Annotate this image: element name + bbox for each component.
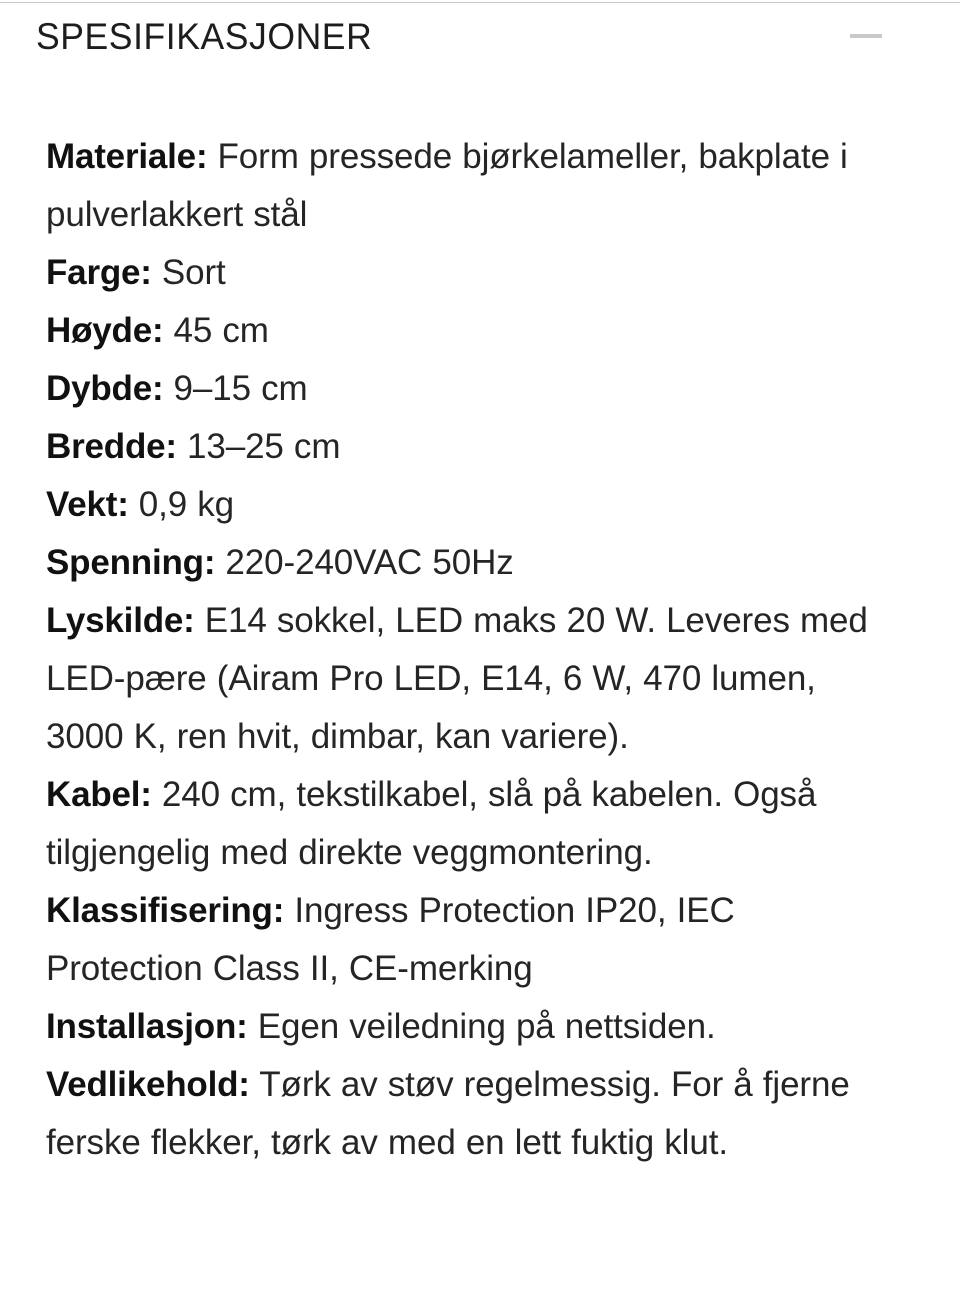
spec-label: Lyskilde: — [46, 601, 195, 640]
specifications-content — [46, 128, 898, 1172]
spec-value: Sort — [151, 253, 226, 292]
spec-value: 0,9 kg — [128, 485, 235, 524]
collapse-toggle-button[interactable] — [848, 18, 884, 54]
spec-value: Egen veiledning på nettsiden. — [247, 1007, 716, 1046]
spec-value: 45 cm — [163, 311, 269, 350]
spec-value: Tørk av støv regelmessig. For å fjerne ferske flekker, tørk av med en lett fuktig klut. — [46, 1065, 850, 1162]
spec-label: Dybde: — [46, 369, 164, 408]
spec-label: Vedlikehold: — [46, 1065, 250, 1104]
spec-label: Høyde: — [46, 311, 164, 350]
spec-value: 220-240VAC 50Hz — [215, 543, 514, 582]
spec-value: 240 cm, tekstilkabel, slå på kabelen. Også tilgjengelig med direkte veggmontering. — [46, 775, 817, 872]
spec-label: Installasjon: — [46, 1007, 248, 1046]
specifications-section-header[interactable] — [0, 0, 960, 72]
minus-icon — [850, 34, 882, 38]
specification-paragraph — [46, 128, 898, 1172]
spec-value: E14 sokkel, LED maks 20 W. Leveres med LED-pære (Airam Pro LED, E14, 6 W, 470 lumen, 3000 K, ren hvit, dimbar, kan variere). — [46, 601, 868, 756]
spec-label: Vekt: — [46, 485, 129, 524]
spec-label: Spenning: — [46, 543, 216, 582]
spec-label: Bredde: — [46, 427, 177, 466]
spec-value: Form pressede bjørkelameller, bakplate i pulverlakkert stål — [46, 137, 848, 234]
spec-label: Materiale: — [46, 137, 208, 176]
spec-value: Ingress Protection IP20, IEC Protection Class II, CE-merking — [46, 891, 735, 988]
spec-label: Kabel: — [46, 775, 152, 814]
spec-value: 9–15 cm — [163, 369, 308, 408]
spec-label: Farge: — [46, 253, 152, 292]
spec-label: Klassifisering: — [46, 891, 285, 930]
spec-value: 13–25 cm — [176, 427, 341, 466]
section-title: SPESIFIKASJONER — [36, 15, 373, 57]
